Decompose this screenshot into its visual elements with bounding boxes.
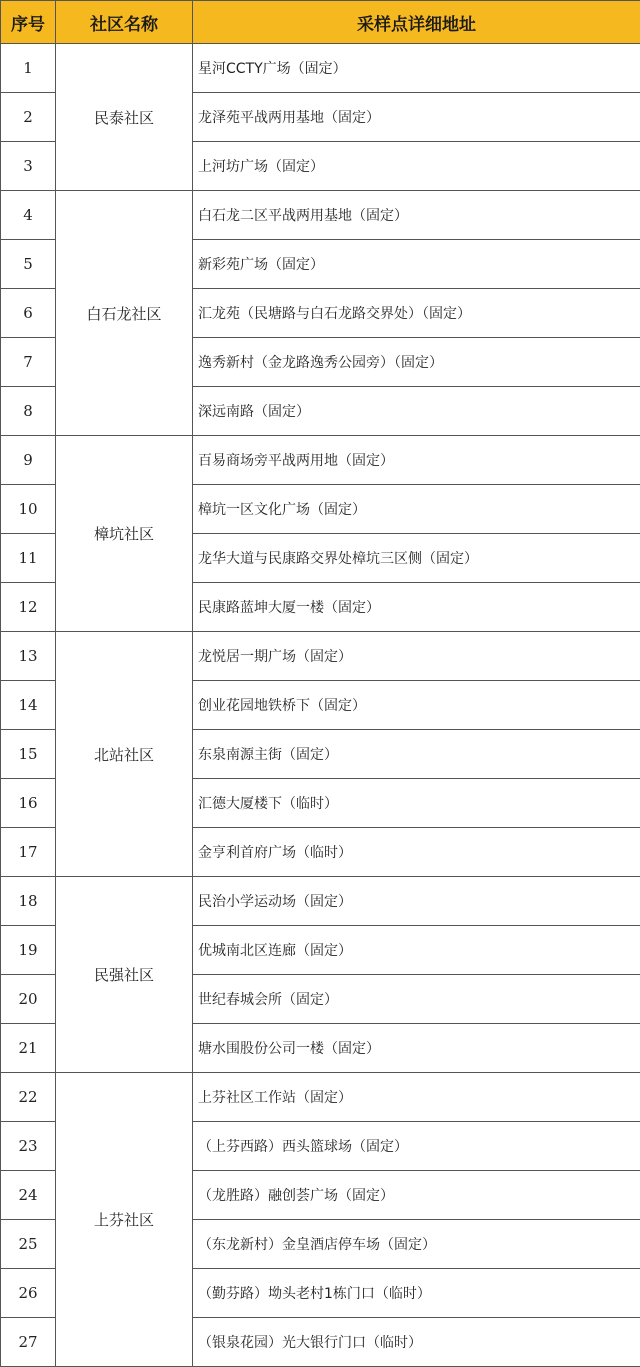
site-address-cell: 星河CCTY广场（固定） — [193, 44, 640, 93]
serial-number-cell: 13 — [1, 632, 56, 681]
serial-number-cell: 18 — [1, 877, 56, 926]
serial-number-cell: 6 — [1, 289, 56, 338]
community-name-cell: 白石龙社区 — [56, 191, 193, 436]
community-name-cell: 民泰社区 — [56, 44, 193, 191]
header-serial-number: 序号 — [1, 1, 56, 44]
serial-number-cell: 8 — [1, 387, 56, 436]
serial-number-cell: 5 — [1, 240, 56, 289]
serial-number-cell: 26 — [1, 1269, 56, 1318]
serial-number-cell: 9 — [1, 436, 56, 485]
site-address-cell: 东泉南源主街（固定） — [193, 730, 640, 779]
table-row — [1, 1073, 640, 1122]
site-address-cell: （上芬西路）西头篮球场（固定） — [193, 1122, 640, 1171]
site-address-cell: 民治小学运动场（固定） — [193, 877, 640, 926]
serial-number-cell: 1 — [1, 44, 56, 93]
site-address-cell: 龙悦居一期广场（固定） — [193, 632, 640, 681]
serial-number-cell: 3 — [1, 142, 56, 191]
site-address-cell: 世纪春城会所（固定） — [193, 975, 640, 1024]
serial-number-cell: 24 — [1, 1171, 56, 1220]
site-address-cell: 上芬社区工作站（固定） — [193, 1073, 640, 1122]
serial-number-cell: 25 — [1, 1220, 56, 1269]
serial-number-cell: 15 — [1, 730, 56, 779]
serial-number-cell: 20 — [1, 975, 56, 1024]
table-row — [1, 632, 640, 681]
serial-number-cell: 23 — [1, 1122, 56, 1171]
site-address-cell: （银泉花园）光大银行门口（临时） — [193, 1318, 640, 1367]
serial-number-cell: 27 — [1, 1318, 56, 1367]
site-address-cell: 深远南路（固定） — [193, 387, 640, 436]
site-address-cell: 白石龙二区平战两用基地（固定） — [193, 191, 640, 240]
serial-number-cell: 19 — [1, 926, 56, 975]
site-address-cell: （龙胜路）融创荟广场（固定） — [193, 1171, 640, 1220]
table-row — [1, 877, 640, 926]
site-address-cell: （勤芬路）坳头老村1栋门口（临时） — [193, 1269, 640, 1318]
serial-number-cell: 2 — [1, 93, 56, 142]
site-address-cell: 汇龙苑（民塘路与白石龙路交界处）（固定） — [193, 289, 640, 338]
table-header — [1, 1, 640, 44]
serial-number-cell: 12 — [1, 583, 56, 632]
serial-number-cell: 21 — [1, 1024, 56, 1073]
serial-number-cell: 16 — [1, 779, 56, 828]
community-name-cell: 上芬社区 — [56, 1073, 193, 1367]
table-row — [1, 436, 640, 485]
serial-number-cell: 14 — [1, 681, 56, 730]
serial-number-cell: 22 — [1, 1073, 56, 1122]
community-name-cell: 北站社区 — [56, 632, 193, 877]
header-community-name: 社区名称 — [56, 1, 193, 44]
site-address-cell: 龙华大道与民康路交界处樟坑三区侧（固定） — [193, 534, 640, 583]
serial-number-cell: 10 — [1, 485, 56, 534]
site-address-cell: 金亨利首府广场（临时） — [193, 828, 640, 877]
site-address-cell: 新彩苑广场（固定） — [193, 240, 640, 289]
site-address-cell: （东龙新村）金皇酒店停车场（固定） — [193, 1220, 640, 1269]
site-address-cell: 百易商场旁平战两用地（固定） — [193, 436, 640, 485]
serial-number-cell: 17 — [1, 828, 56, 877]
site-address-cell: 塘水围股份公司一楼（固定） — [193, 1024, 640, 1073]
site-address-cell: 樟坑一区文化广场（固定） — [193, 485, 640, 534]
site-address-cell: 逸秀新村（金龙路逸秀公园旁）（固定） — [193, 338, 640, 387]
serial-number-cell: 7 — [1, 338, 56, 387]
site-address-cell: 优城南北区连廊（固定） — [193, 926, 640, 975]
site-address-cell: 创业花园地铁桥下（固定） — [193, 681, 640, 730]
site-address-cell: 民康路蓝坤大厦一楼（固定） — [193, 583, 640, 632]
site-address-cell: 龙泽苑平战两用基地（固定） — [193, 93, 640, 142]
serial-number-cell: 4 — [1, 191, 56, 240]
community-name-cell: 樟坑社区 — [56, 436, 193, 632]
header-row — [1, 1, 640, 44]
table-row — [1, 191, 640, 240]
community-name-cell: 民强社区 — [56, 877, 193, 1073]
serial-number-cell: 11 — [1, 534, 56, 583]
site-address-cell: 上河坊广场（固定） — [193, 142, 640, 191]
site-address-cell: 汇德大厦楼下（临时） — [193, 779, 640, 828]
header-site-address: 采样点详细地址 — [193, 1, 640, 44]
table-body — [1, 44, 640, 1367]
table-row — [1, 44, 640, 93]
